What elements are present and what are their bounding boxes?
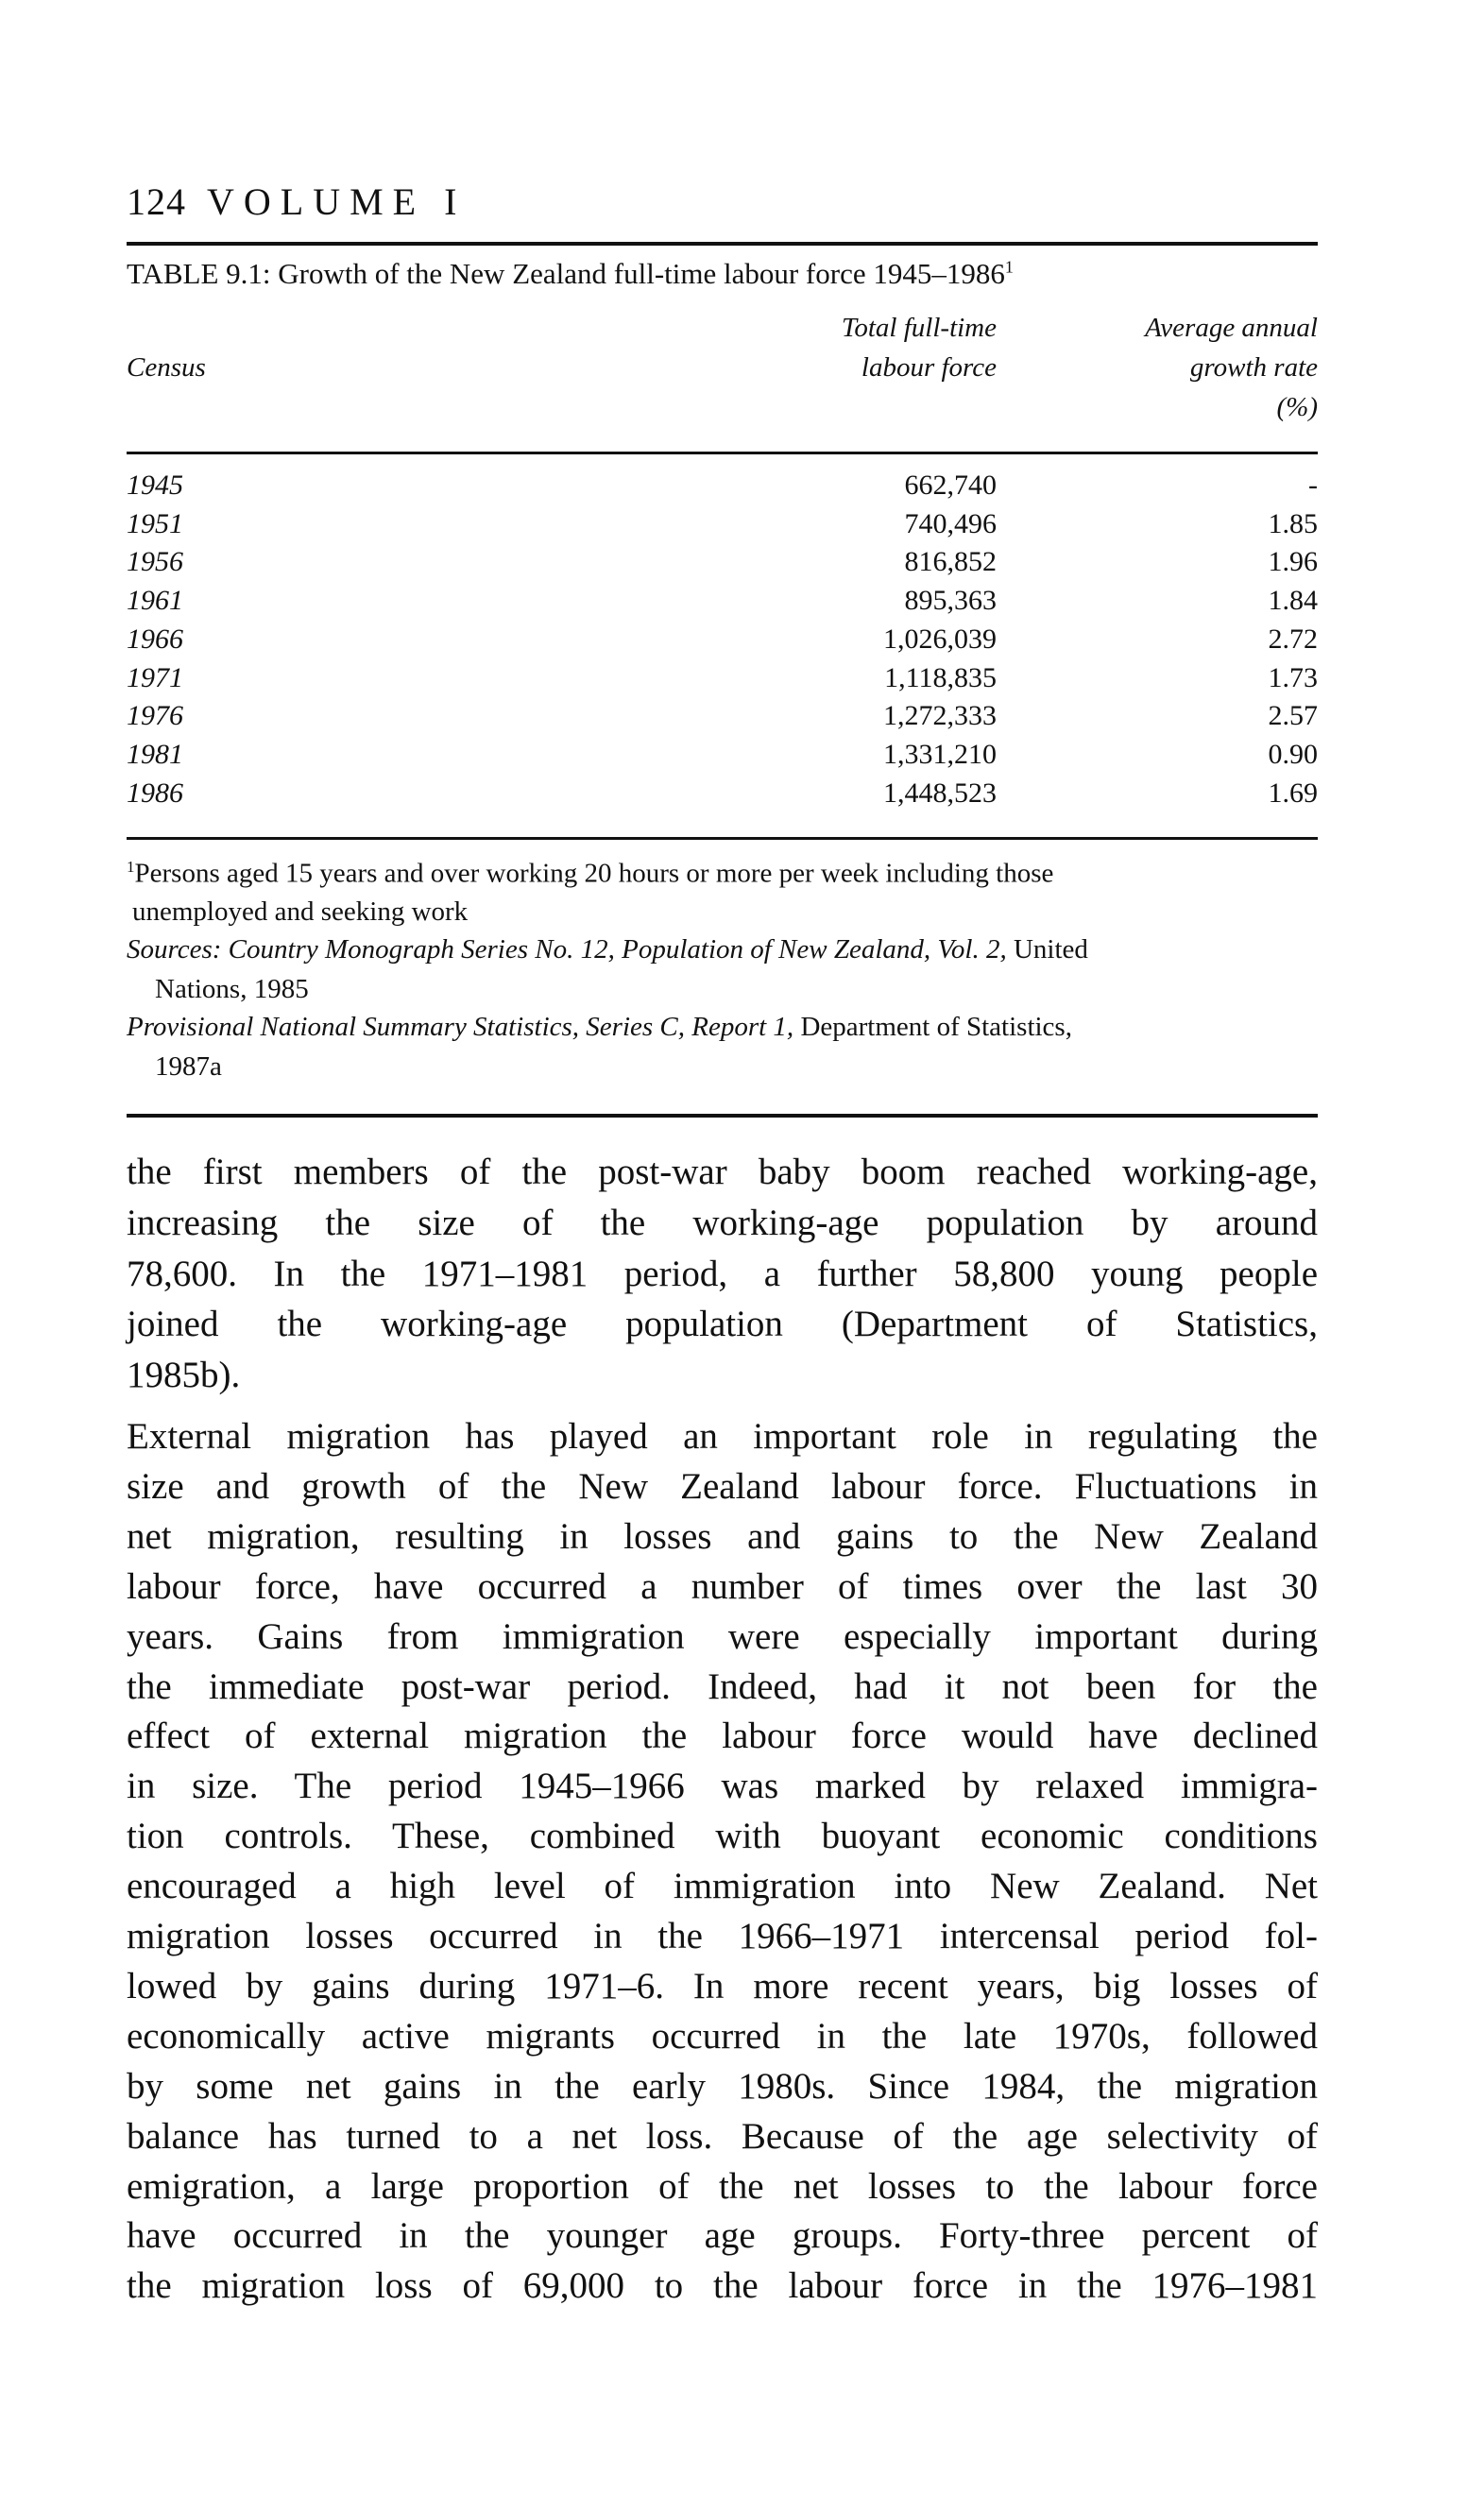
- page-number: 124: [127, 180, 186, 223]
- source-2-cont: 1987a: [155, 1051, 222, 1082]
- paragraph-2-line: the migration loss of 69,000 to the labour force in the 1976–1981: [127, 2265, 1318, 2307]
- source-1: [127, 931, 1318, 968]
- census-cell: 1966: [127, 623, 183, 655]
- source-2-title: Provisional National Summary Statistics, Series C, Report 1,: [127, 1012, 794, 1042]
- table-row: [127, 736, 1318, 774]
- footnote-1-cont: unemployed and seeking work: [132, 896, 469, 927]
- paragraph-2-line: economically active migrants occurred in the late 1970s, followed: [127, 2015, 1318, 2057]
- header-growth-rate: [1145, 308, 1318, 427]
- footnote-text: Persons aged 15 years and over working 20 hours or more per week including those: [134, 858, 1054, 889]
- header-labour-force-line2: labour force: [861, 352, 997, 383]
- census-cell: 1961: [127, 585, 183, 617]
- growth-rate-cell: 2.72: [1268, 623, 1318, 655]
- growth-rate-cell: 1.84: [1268, 585, 1318, 617]
- paragraph-2-line: External migration has played an important role in regulating the: [127, 1416, 1318, 1457]
- growth-rate-cell: -: [1308, 470, 1318, 501]
- paragraph-2-line: balance has turned to a net loss. Because of the age selectivity of: [127, 2115, 1318, 2157]
- header-growth-line1: Average annual: [1145, 313, 1318, 343]
- paragraph-2-line: emigration, a large proportion of the net losses to the labour force: [127, 2165, 1318, 2207]
- paragraph-2-line: by some net gains in the early 1980s. Since 1984, the migration: [127, 2065, 1318, 2107]
- census-cell: 1956: [127, 546, 183, 578]
- growth-rate-cell: 1.96: [1268, 546, 1318, 578]
- header-growth-line3: (%): [1276, 392, 1318, 422]
- census-cell: 1951: [127, 507, 183, 539]
- paragraph-1-line: 78,600. In the 1971–1981 period, a further 58,800 young people: [127, 1253, 1318, 1294]
- footnote-1: [127, 848, 1318, 893]
- paragraph-2-line: net migration, resulting in losses and gains to the New Zealand: [127, 1515, 1318, 1557]
- table-row: [127, 467, 1318, 504]
- table-row: [127, 543, 1318, 581]
- table-top-rule: [127, 242, 1318, 246]
- header-rule: [127, 452, 1318, 454]
- paragraph-2-line: the immediate post-war period. Indeed, had it not been for the: [127, 1665, 1318, 1707]
- labour-force-cell: 1,272,333: [883, 700, 997, 732]
- table-title-text: TABLE 9.1: Growth of the New Zealand full-time labour force 1945–1986: [127, 257, 1005, 290]
- growth-rate-cell: 2.57: [1268, 700, 1318, 732]
- labour-force-cell: 662,740: [904, 470, 997, 501]
- source-1-cont: Nations, 1985: [155, 974, 309, 1004]
- census-cell: 1976: [127, 700, 183, 732]
- paragraph-2-line: migration losses occurred in the 1966–1971 intercensal period fol-: [127, 1916, 1318, 1956]
- paragraph-2-line: tion controls. These, combined with buoyant economic conditions: [127, 1816, 1318, 1857]
- labour-force-cell: 740,496: [904, 507, 997, 539]
- header-labour-force-line1: Total full-time: [841, 313, 997, 343]
- labour-force-cell: 1,118,835: [884, 661, 997, 693]
- footnote-marker: 1: [127, 858, 135, 876]
- paragraph-1-line: joined the working-age population (Department of Statistics,: [127, 1304, 1318, 1345]
- table-row: [127, 621, 1318, 658]
- running-head: [127, 179, 466, 224]
- header-labour-force: [842, 308, 997, 387]
- labour-force-cell: 895,363: [904, 585, 997, 617]
- paragraph-2-line: size and growth of the New Zealand labour force. Fluctuations in: [127, 1465, 1318, 1507]
- paragraph-2-line: effect of external migration the labour force would have declined: [127, 1716, 1318, 1757]
- paragraph-1-line: increasing the size of the working-age population by around: [127, 1202, 1318, 1243]
- growth-rate-cell: 1.73: [1268, 661, 1318, 693]
- paragraph-2-line: in size. The period 1945–1966 was marked by relaxed immigra-: [127, 1766, 1318, 1807]
- paragraph-2-line: labour force, have occurred a number of times over the last 30: [127, 1565, 1318, 1607]
- paragraph-1-line: 1985b).: [127, 1355, 241, 1396]
- labour-force-cell: 1,448,523: [883, 777, 997, 809]
- table-end-rule: [127, 1114, 1318, 1118]
- labour-force-cell: 816,852: [904, 546, 997, 578]
- census-cell: 1971: [127, 661, 183, 693]
- growth-rate-cell: 1.85: [1268, 507, 1318, 539]
- paragraph-2-line: years. Gains from immigration were especially important during: [127, 1615, 1318, 1657]
- labour-force-cell: 1,026,039: [883, 623, 997, 655]
- census-cell: 1981: [127, 738, 183, 770]
- source-2: [127, 1008, 1318, 1046]
- table-row: [127, 775, 1318, 812]
- source-2-publisher: Department of Statistics,: [793, 1012, 1072, 1042]
- source-1-publisher: United: [1006, 934, 1088, 965]
- growth-rate-cell: 1.69: [1268, 777, 1318, 809]
- header-census: Census: [127, 352, 206, 383]
- paragraph-2-line: lowed by gains during 1971–6. In more recent years, big losses of: [127, 1965, 1318, 2006]
- source-1-title: Sources: Country Monograph Series No. 12, Population of New Zealand, Vol. 2,: [127, 934, 1007, 965]
- census-cell: 1986: [127, 777, 183, 809]
- census-cell: 1945: [127, 470, 183, 501]
- table-row: [127, 582, 1318, 620]
- header-growth-line2: growth rate: [1189, 352, 1318, 383]
- paragraph-2-line: have occurred in the younger age groups. Forty-three percent of: [127, 2215, 1318, 2257]
- paragraph-2-line: encouraged a high level of immigration into New Zealand. Net: [127, 1866, 1318, 1907]
- table-bottom-rule: [127, 837, 1318, 840]
- labour-force-cell: 1,331,210: [883, 738, 997, 770]
- table-row: [127, 697, 1318, 735]
- table-row: [127, 505, 1318, 543]
- paragraph-1-line: the first members of the post-war baby boom reached working-age,: [127, 1152, 1318, 1192]
- table-row: [127, 659, 1318, 697]
- growth-rate-cell: 0.90: [1268, 738, 1318, 770]
- footnote-marker: 1: [1004, 257, 1014, 277]
- volume-label: VOLUME I: [207, 180, 467, 223]
- table-title: [127, 257, 1014, 291]
